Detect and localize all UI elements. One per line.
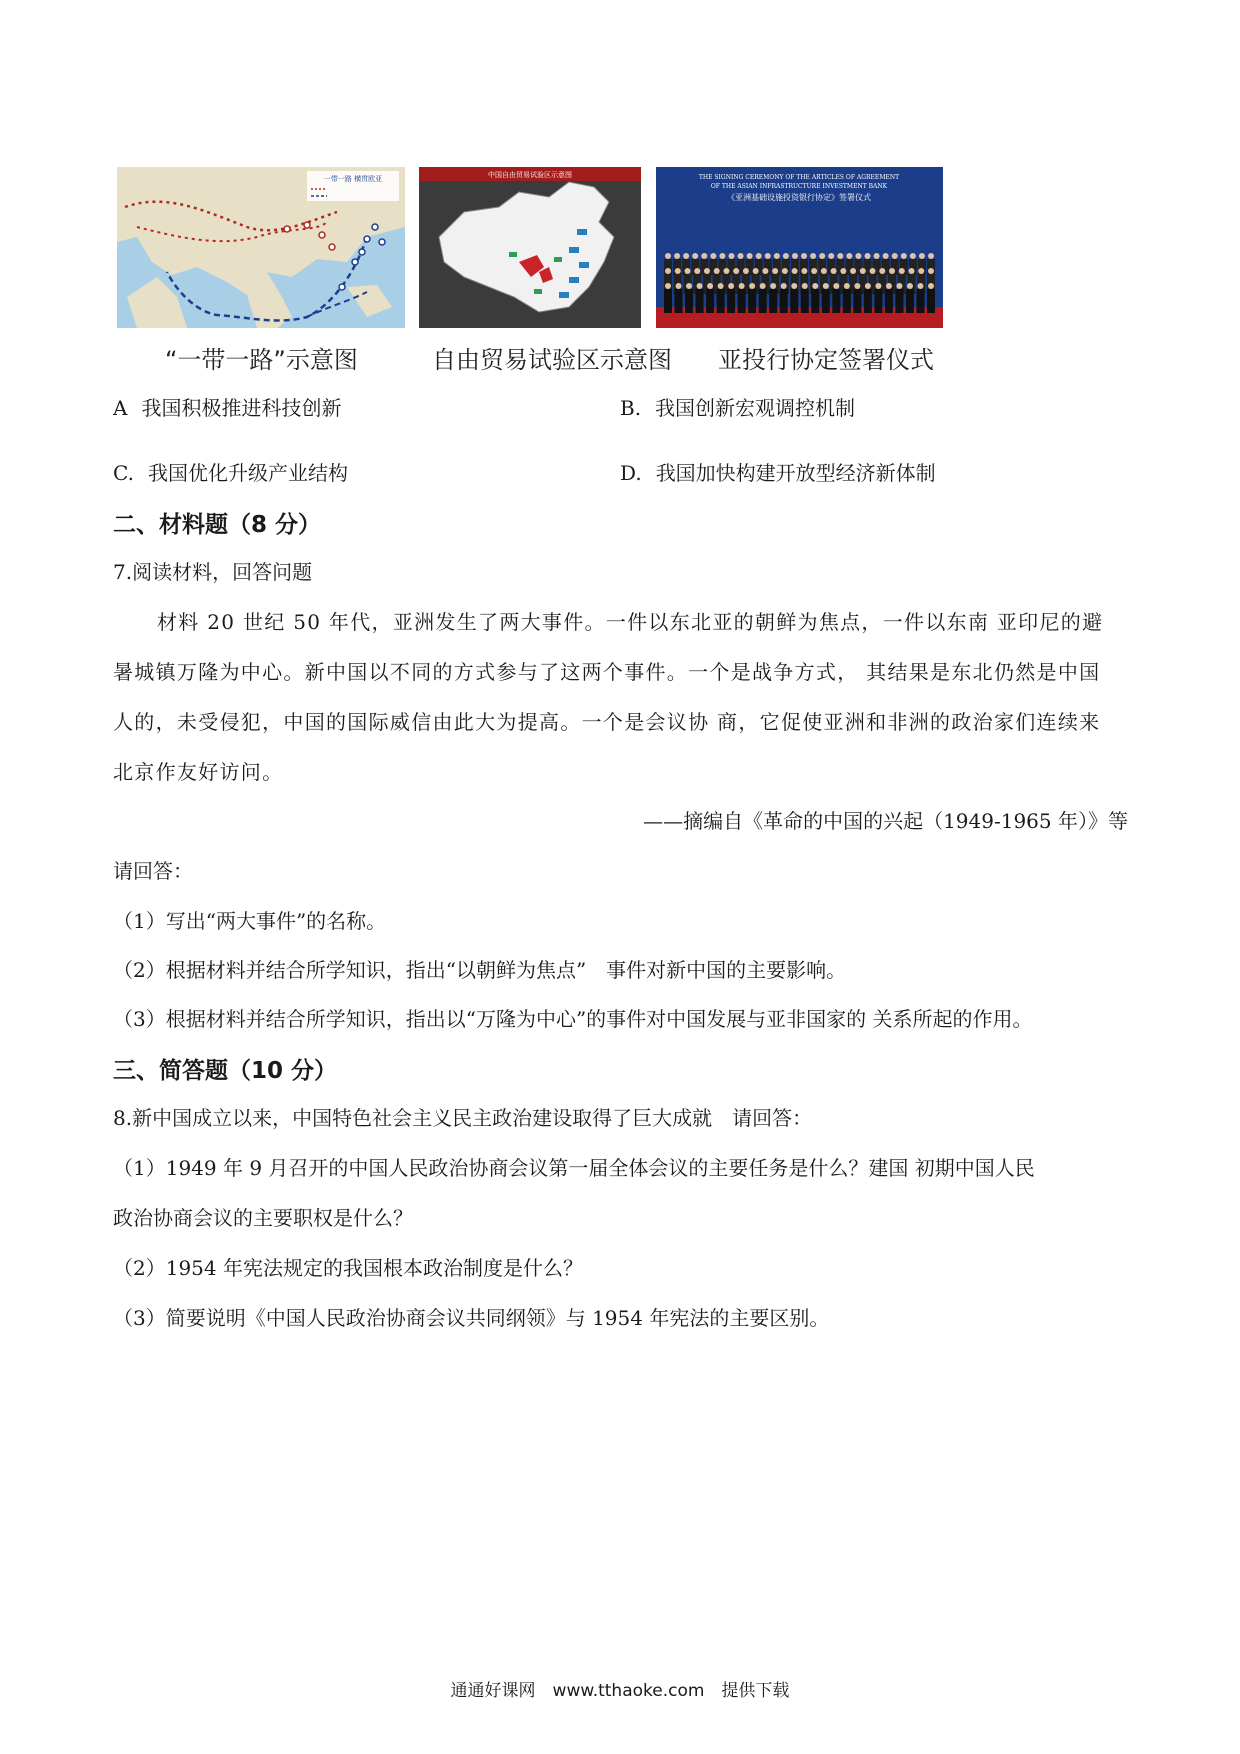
q7-material-line-1: 材料 20 世纪 50 年代，亚洲发生了两大事件。一件以东北亚的朝鲜为焦点，一件以东南 亚印尼的避 [157, 610, 1104, 634]
q7-sub-3: （3）根据材料并结合所学知识，指出以“万隆为中心”的事件对中国发展与亚非国家的 关系所起的作用。 [113, 1007, 1033, 1031]
q7-sub-1: （1）写出“两大事件”的名称。 [113, 909, 387, 933]
q7-material-line-2: 暑城镇万隆为中心。新中国以不同的方式参与了这两个事件。一个是战争方式， 其结果是东北仍然是中国 [113, 660, 1101, 684]
belt-and-road-caption: “一带一路”示意图 [165, 346, 358, 374]
q7-sub-2: （2）根据材料并结合所学知识，指出“以朝鲜为焦点” 事件对新中国的主要影响。 [113, 958, 847, 982]
aiib-caption: 亚投行协定签署仪式 [718, 346, 934, 374]
q7-source: ——摘编自《革命的中国的兴起（1949-1965 年）》等 [643, 809, 1128, 833]
q7-prompt: 请回答： [113, 859, 193, 883]
section-2-heading: 二、材料题（8 分） [113, 512, 322, 538]
option-c[interactable] [113, 457, 348, 486]
option-d-key: D. [620, 461, 642, 485]
q7-material-line-3: 人的，未受侵犯，中国的国际威信由此大为提高。一个是会议协 商，它促使亚洲和非洲的政治家们连续来 [113, 710, 1101, 734]
ftz-map-title: 中国自由贸易试验区示意图 [488, 171, 572, 179]
option-a[interactable] [113, 392, 341, 421]
q8-sub-1-line-2: 政治协商会议的主要职权是什么？ [113, 1206, 413, 1230]
option-d-text: 我国加快构建开放型经济新体制 [655, 461, 936, 485]
q7-stem: 7.阅读材料，回答问题 [113, 560, 313, 584]
ceremony-title-en-1: THE SIGNING CEREMONY OF THE ARTICLES OF AGREEMENT [698, 174, 900, 181]
option-a-text: 我国积极推进科技创新 [141, 396, 342, 420]
option-b-text: 我国创新宏观调控机制 [655, 396, 856, 420]
map-title: 一带一路 横贯欧亚 [323, 175, 383, 183]
ftz-caption: 自由贸易试验区示意图 [432, 346, 672, 374]
option-a-key: A [113, 396, 128, 420]
q7-material-line-4: 北京作友好访问。 [113, 760, 284, 784]
q8-sub-1-line-1: （1）1949 年 9 月召开的中国人民政治协商会议第一届全体会议的主要任务是什么？建国 初期中国人民 [113, 1156, 1035, 1180]
aiib-ceremony-photo [656, 167, 943, 328]
section-3-heading: 三、简答题（10 分） [113, 1058, 338, 1084]
ceremony-title-cn: 《亚洲基础设施投资银行协定》签署仪式 [727, 193, 871, 202]
q8-sub-3: （3）简要说明《中国人民政治协商会议共同纲领》与 1954 年宪法的主要区别。 [113, 1306, 830, 1330]
option-b-key: B. [620, 396, 642, 420]
q8-sub-2: （2）1954 年宪法规定的我国根本政治制度是什么？ [113, 1256, 583, 1280]
free-trade-zone-map [419, 167, 641, 328]
option-c-key: C. [113, 461, 134, 485]
option-b[interactable] [620, 392, 855, 421]
page-footer: 通通好课网 www.tthaoke.com 提供下载 [450, 1681, 790, 1701]
option-c-text: 我国优化升级产业结构 [147, 461, 348, 485]
option-d[interactable] [620, 457, 936, 486]
ceremony-title-en-2: OF THE ASIAN INFRASTRUCTURE INVESTMENT BANK [710, 183, 888, 190]
belt-and-road-map [117, 167, 405, 328]
q8-stem: 8.新中国成立以来，中国特色社会主义民主政治建设取得了巨大成就 请回答： [113, 1106, 813, 1130]
